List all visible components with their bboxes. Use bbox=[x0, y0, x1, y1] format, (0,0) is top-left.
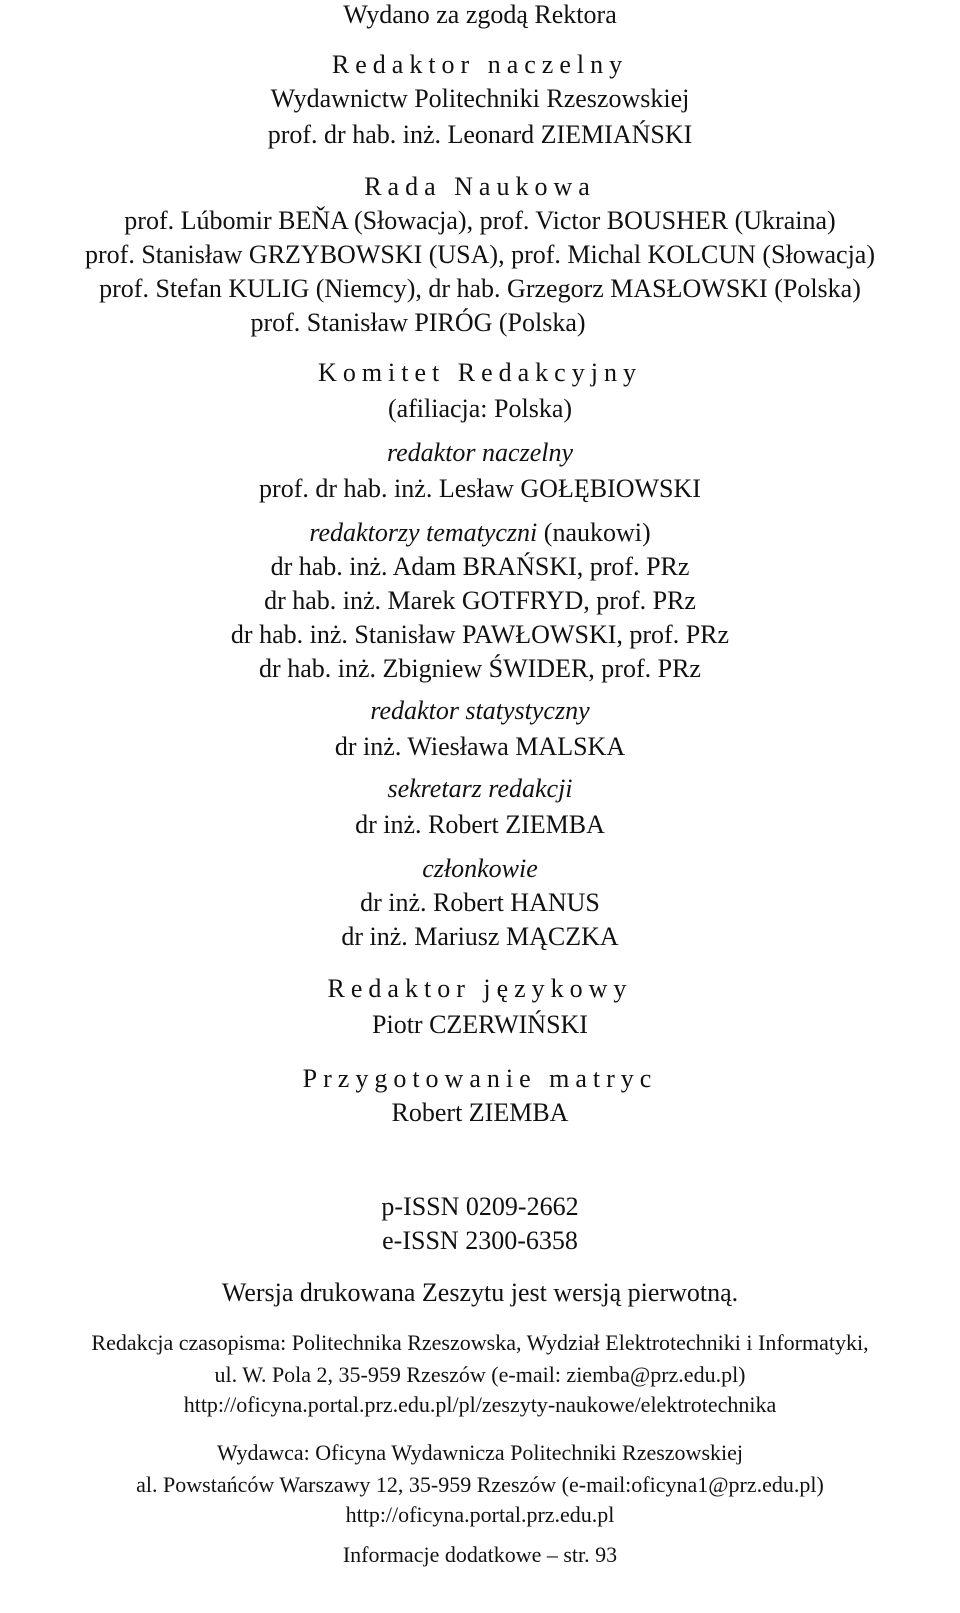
publisher-line: Wydawca: Oficyna Wydawnicza Politechniki Rzeszowskiej bbox=[217, 1440, 743, 1465]
thematic-editors-role-label: redaktorzy tematyczni bbox=[309, 518, 538, 547]
publisher-url: http://oficyna.portal.prz.edu.pl bbox=[345, 1502, 615, 1527]
editorial-office-url: http://oficyna.portal.prz.edu.pl/pl/zeszyty-naukowe/elektrotechnika bbox=[183, 1392, 777, 1417]
member-name: dr inż. Mariusz MĄCZKA bbox=[341, 922, 619, 951]
chief-editor-name: prof. dr hab. inż. Lesław GOŁĘBIOWSKI bbox=[259, 474, 701, 503]
more-info-note: Informacje dodatkowe – str. 93 bbox=[342, 1542, 618, 1567]
print-issn: p-ISSN 0209-2662 bbox=[381, 1192, 579, 1221]
statistical-editor-role: redaktor statystyczny bbox=[370, 696, 590, 725]
thematic-editor: dr hab. inż. Zbigniew ŚWIDER, prof. PRz bbox=[259, 654, 701, 683]
scientific-council-line: prof. Lúbomir BEŇA (Słowacja), prof. Victor BOUSHER (Ukraina) bbox=[124, 206, 836, 235]
secretary-name: dr inż. Robert ZIEMBA bbox=[355, 810, 605, 839]
thematic-editor: dr hab. inż. Stanisław PAWŁOWSKI, prof. PRz bbox=[230, 620, 730, 649]
scientific-council-line: prof. Stefan KULIG (Niemcy), dr hab. Grzegorz MASŁOWSKI (Polska) bbox=[99, 274, 861, 303]
chief-editor-role: redaktor naczelny bbox=[386, 438, 574, 467]
thematic-editors-role-suffix: (naukowi) bbox=[537, 518, 651, 547]
thematic-editors-role bbox=[0, 518, 960, 548]
approval-note: Wydano za zgodą Rektora bbox=[343, 0, 617, 29]
editor-in-chief-heading: Redaktor naczelny bbox=[331, 50, 629, 79]
electronic-issn: e-ISSN 2300-6358 bbox=[382, 1226, 578, 1255]
secretary-role: sekretarz redakcji bbox=[387, 774, 573, 803]
thematic-editor: dr hab. inż. Adam BRAŃSKI, prof. PRz bbox=[270, 552, 690, 581]
editorial-committee-affiliation: (afiliacja: Polska) bbox=[387, 394, 573, 423]
editorial-office-address: ul. W. Pola 2, 35-959 Rzeszów (e-mail: ziemba@prz.edu.pl) bbox=[214, 1362, 746, 1387]
statistical-editor-name: dr inż. Wiesława MALSKA bbox=[334, 732, 626, 761]
members-role: członkowie bbox=[422, 854, 538, 883]
scientific-council-line: prof. Stanisław PIRÓG (Polska) bbox=[250, 308, 586, 337]
language-editor-name: Piotr CZERWIŃSKI bbox=[372, 1010, 588, 1039]
scientific-council-line: prof. Stanisław GRZYBOWSKI (USA), prof. Michal KOLCUN (Słowacja) bbox=[85, 240, 875, 269]
version-note: Wersja drukowana Zeszytu jest wersją pierwotną. bbox=[221, 1278, 739, 1307]
matrix-preparation-name: Robert ZIEMBA bbox=[391, 1098, 569, 1127]
publisher-address: al. Powstańców Warszawy 12, 35-959 Rzeszów (e-mail:oficyna1@prz.edu.pl) bbox=[136, 1472, 824, 1497]
editorial-office-line: Redakcja czasopisma: Politechnika Rzeszowska, Wydział Elektrotechniki i Informatyki, bbox=[91, 1330, 869, 1355]
member-name: dr inż. Robert HANUS bbox=[360, 888, 600, 917]
editor-in-chief-subtitle: Wydawnictw Politechniki Rzeszowskiej bbox=[270, 84, 690, 113]
editor-in-chief-name: prof. dr hab. inż. Leonard ZIEMIAŃSKI bbox=[267, 120, 693, 149]
scientific-council-heading: Rada Naukowa bbox=[364, 172, 596, 201]
thematic-editor: dr hab. inż. Marek GOTFRYD, prof. PRz bbox=[264, 586, 696, 615]
language-editor-heading: Redaktor językowy bbox=[327, 974, 633, 1003]
matrix-preparation-heading: Przygotowanie matryc bbox=[302, 1064, 658, 1093]
editorial-committee-heading: Komitet Redakcyjny bbox=[318, 358, 642, 387]
